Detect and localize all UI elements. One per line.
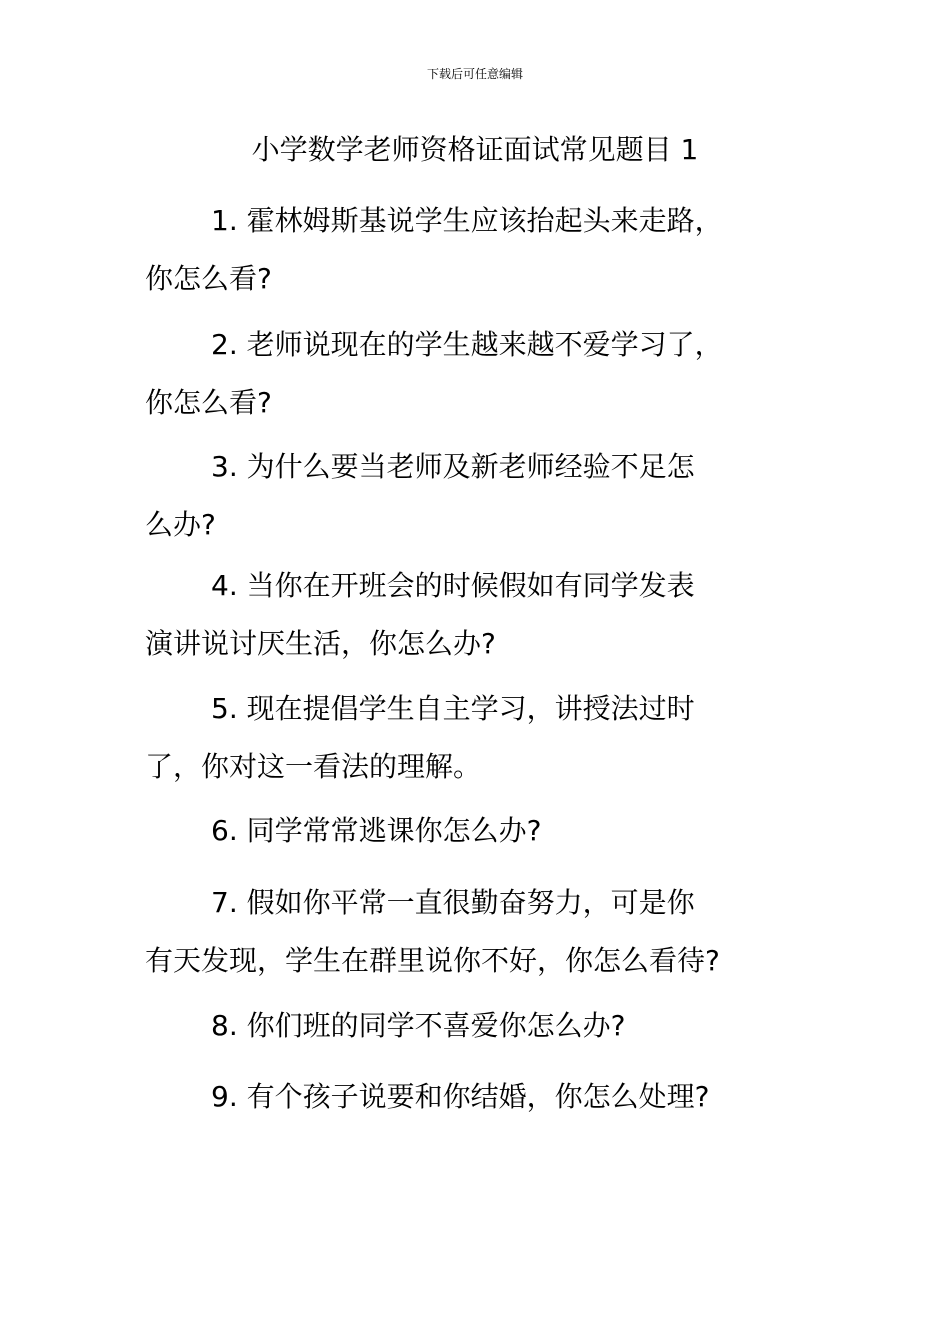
question-item (145, 1068, 835, 1126)
question-line: 9. 有个孩子说要和你结婚，你怎么处理? (211, 1080, 710, 1113)
question-item (145, 802, 835, 860)
question-item (145, 680, 835, 796)
question-item (145, 874, 835, 990)
question-line: 5. 现在提倡学生自主学习，讲授法过时 (211, 692, 695, 725)
question-line: 6. 同学常常逃课你怎么办? (211, 814, 542, 847)
question-line: 2. 老师说现在的学生越来越不爱学习了， (211, 328, 723, 361)
question-line: 3. 为什么要当老师及新老师经验不足怎 (211, 450, 695, 483)
question-item (145, 438, 835, 554)
question-item (145, 316, 835, 432)
question-line: 么办? (145, 508, 216, 541)
question-line: 8. 你们班的同学不喜爱你怎么办? (211, 1009, 626, 1042)
question-line: 4. 当你在开班会的时候假如有同学发表 (211, 569, 695, 602)
header-note: 下载后可任意编辑 (426, 67, 523, 81)
question-line: 演讲说讨厌生活，你怎么办? (145, 627, 496, 660)
question-line: 有天发现，学生在群里说你不好，你怎么看待? (145, 944, 720, 977)
question-item (145, 557, 835, 673)
question-line: 1. 霍林姆斯基说学生应该抬起头来走路， (211, 204, 723, 237)
question-line: 你怎么看? (145, 262, 272, 295)
document-title: 小学数学老师资格证面试常见题目 1 (251, 133, 699, 166)
question-item (145, 997, 835, 1055)
question-line: 了，你对这一看法的理解。 (145, 750, 482, 783)
question-line: 你怎么看? (145, 386, 272, 419)
question-item (145, 192, 835, 308)
question-line: 7. 假如你平常一直很勤奋努力，可是你 (211, 886, 695, 919)
